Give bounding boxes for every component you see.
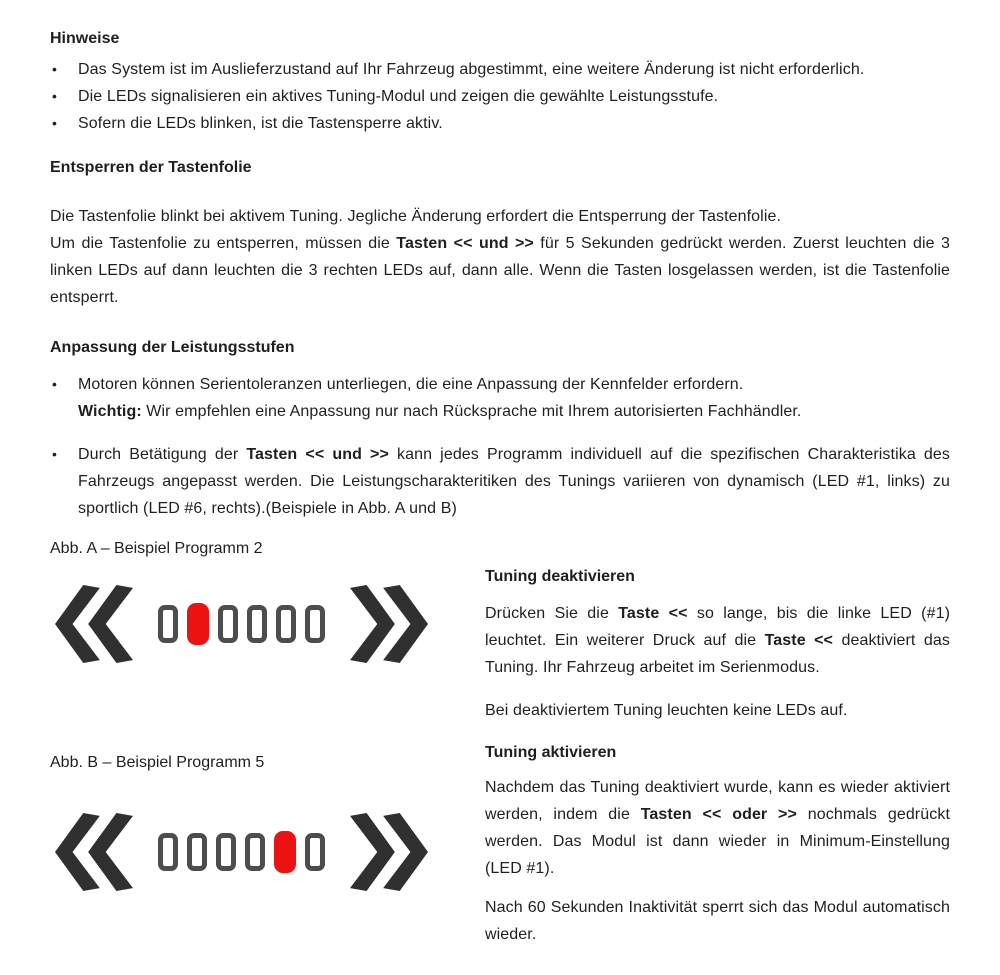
led-5: [276, 605, 296, 643]
led-2: [187, 833, 207, 871]
anpassung-title: Anpassung der Leistungsstufen: [50, 339, 295, 356]
anpassung-bullet-list: [50, 371, 950, 522]
led-6: [305, 833, 325, 871]
led-2-active: [187, 603, 209, 645]
bullet-text: Die LEDs signalisieren ein aktives Tuning-Modul und zeigen die gewählte Leistungsstufe.: [78, 88, 719, 105]
list-item: [50, 371, 950, 425]
led-1: [158, 605, 178, 643]
led-4: [247, 605, 267, 643]
list-item: [50, 110, 950, 137]
bold-keys-text: Tasten << und >>: [396, 235, 534, 252]
paragraph: Um die Tastenfolie zu entsperren, müssen die Tasten << und >> für 5 Sekunden gedrückt werden. Zuerst leuchten die 3 linken LEDs auf dann leuchten die 3 rechten LEDs auf, dann alle. Wenn die Tasten losgelassen werden, ist die Tastenfolie entsperrt.: [50, 235, 951, 306]
list-item: [50, 83, 950, 110]
list-item: [50, 56, 950, 83]
section-entsperren: [50, 157, 950, 311]
figure-b-label: Abb. B – Beispiel Programm 5: [50, 754, 265, 771]
double-chevron-left-icon: [50, 585, 138, 663]
led-3: [216, 833, 236, 871]
list-item: [50, 441, 950, 522]
bullet-text: Das System ist im Auslieferzustand auf Ihr Fahrzeug abgestimmt, eine weitere Änderung ist nicht erforderlich.: [78, 61, 865, 78]
figure-a-label: Abb. A – Beispiel Programm 2: [50, 540, 263, 557]
bold-keys-text: Tasten << oder >>: [640, 806, 797, 823]
bold-key-text: Taste <<: [618, 605, 688, 622]
aktivieren-title: Tuning aktivieren: [485, 744, 617, 761]
led-4: [245, 833, 265, 871]
section-hinweise: [50, 28, 950, 137]
paragraph: Bei deaktiviertem Tuning leuchten keine LEDs auf.: [485, 702, 848, 719]
bullet-icon: •: [52, 88, 58, 104]
led-row-b: [158, 831, 325, 873]
hinweise-bullet-list: [50, 56, 950, 137]
figures-column: [50, 538, 485, 948]
led-5-active: [274, 831, 296, 873]
paragraph: Nach 60 Sekunden Inaktivität sperrt sich das Modul automatisch wieder.: [485, 899, 950, 943]
bold-key-text: Taste <<: [764, 632, 834, 649]
bold-keys-text: Tasten << und >>: [246, 446, 389, 463]
led-3: [218, 605, 238, 643]
double-chevron-left-icon: [50, 813, 138, 891]
deaktivieren-title: Tuning deaktivieren: [485, 568, 635, 585]
paragraph: Drücken Sie die Taste << so lange, bis die linke LED (#1) leuchtet. Ein weiterer Druck auf die Taste << deaktiviert das Tuning. Ihr Fahrzeug arbeitet im Serienmodus.: [485, 605, 950, 676]
bullet-text: Durch Betätigung der Tasten << und >> kann jedes Programm individuell auf die spezifischen Charakteristika des Fahrzeugs angepasst werden. Die Leistungscharakteritiken des Tunings variieren von dynamisch (LED #1, links) zu sportlich (LED #6, rechts).(Beispiele in Abb. A und B): [78, 446, 950, 517]
bullet-icon: •: [52, 376, 58, 392]
section-anpassung: [50, 337, 950, 522]
double-chevron-right-icon: [345, 585, 433, 663]
led-6: [305, 605, 325, 643]
bullet-text: Sofern die LEDs blinken, ist die Tastensperre aktiv.: [78, 115, 443, 132]
led-display-b: [50, 810, 485, 894]
paragraph: Die Tastenfolie blinkt bei aktivem Tuning. Jegliche Änderung erfordert die Entsperrung der Tastenfolie.: [50, 208, 782, 225]
led-display-a: [50, 582, 485, 666]
bullet-icon: •: [52, 61, 58, 77]
bullet-icon: •: [52, 115, 58, 131]
led-1: [158, 833, 178, 871]
bullet-text: Motoren können Serientoleranzen unterliegen, die eine Anpassung der Kennfelder erfordern. Wichtig: Wir empfehlen eine Anpassung nur nach Rücksprache mit Ihrem autorisierten Fachhändler.: [78, 376, 802, 420]
tuning-text-column: [485, 538, 950, 948]
bold-wichtig-text: Wichtig:: [78, 403, 142, 420]
hinweise-title: Hinweise: [50, 30, 120, 47]
bullet-icon: •: [52, 446, 58, 462]
entsperren-title: Entsperren der Tastenfolie: [50, 159, 252, 176]
figure-and-text-columns: [50, 538, 950, 948]
led-row-a: [158, 603, 325, 645]
paragraph: Nachdem das Tuning deaktiviert wurde, kann es wieder aktiviert werden, indem die Tasten << oder >> nochmals gedrückt werden. Das Modul ist dann wieder in Minimum-Einstellung (LED #1).: [485, 779, 950, 877]
double-chevron-right-icon: [345, 813, 433, 891]
